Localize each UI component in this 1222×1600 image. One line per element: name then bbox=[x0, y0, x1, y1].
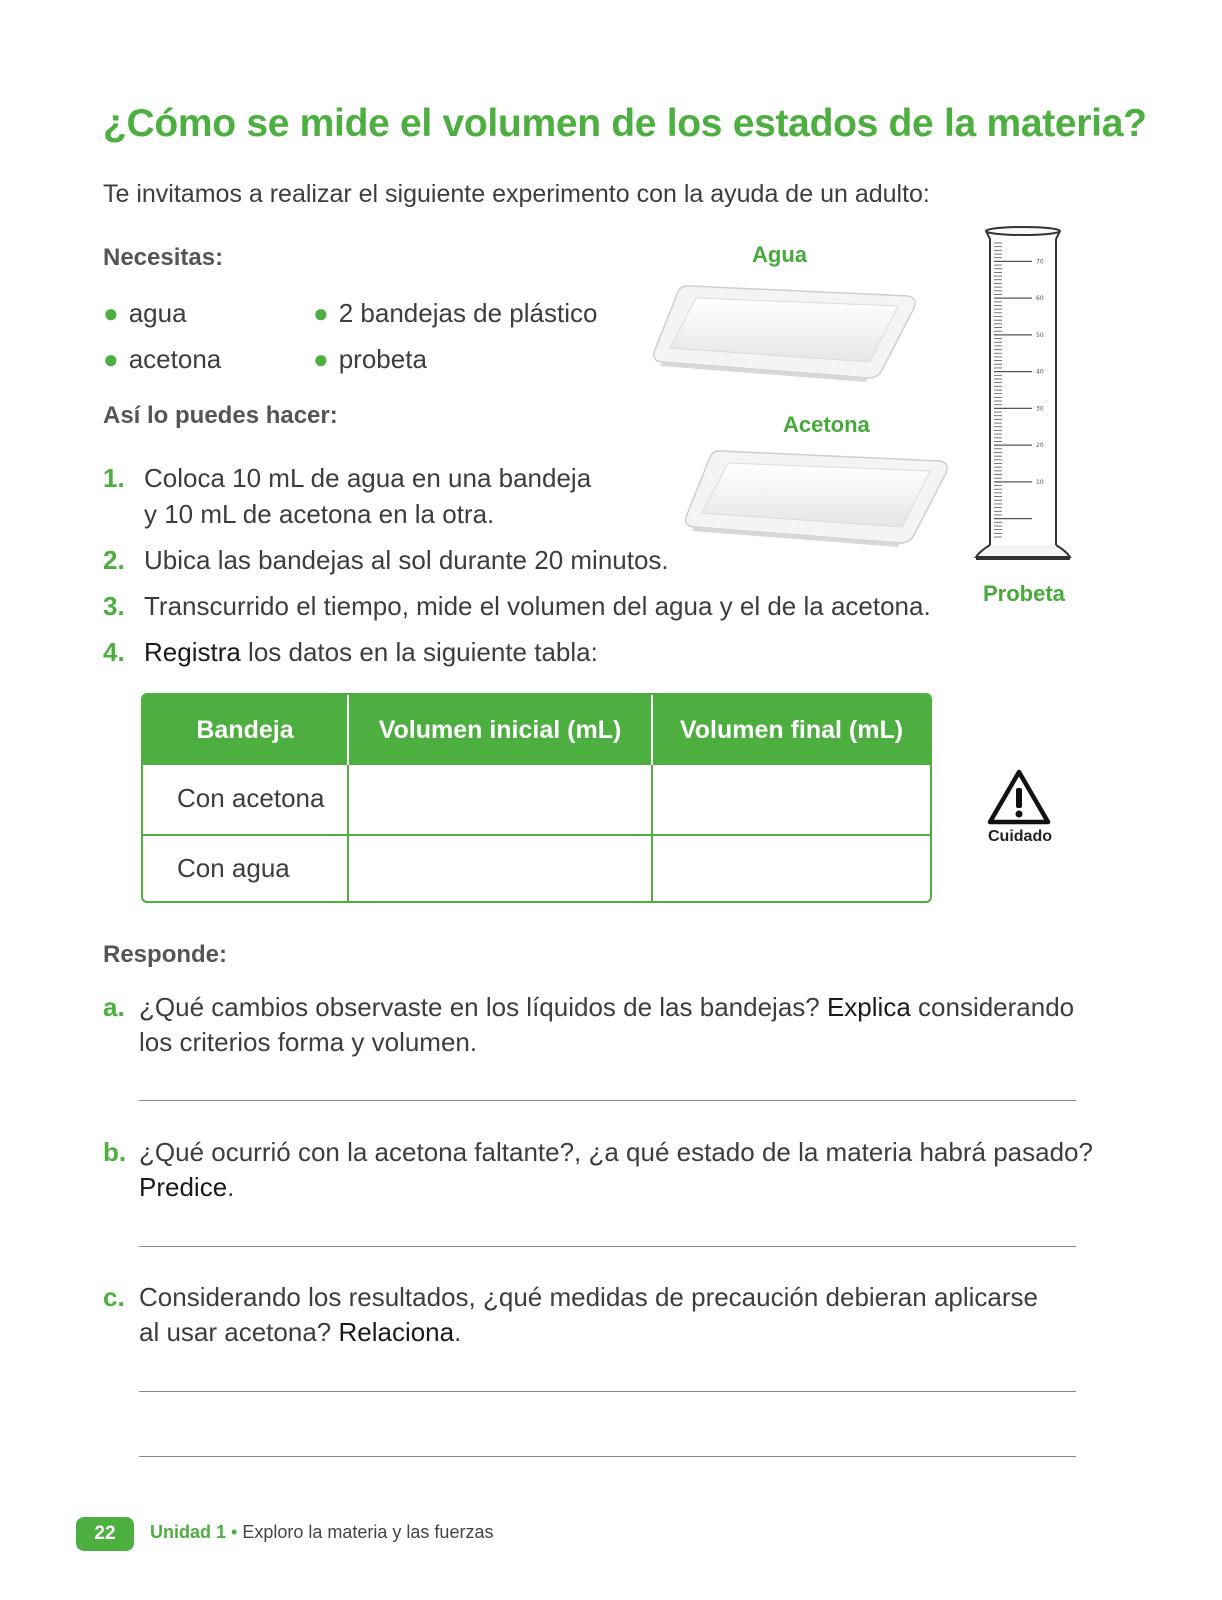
material-item: ● probeta bbox=[313, 344, 427, 374]
probeta-image bbox=[970, 225, 1080, 570]
cylinder-tick-label: 30 bbox=[1036, 405, 1044, 413]
cylinder-tick-label: 60 bbox=[1036, 295, 1044, 303]
probeta-label: Probeta bbox=[983, 581, 1065, 606]
data-table bbox=[141, 693, 932, 903]
material-item: ● acetona bbox=[103, 344, 222, 374]
procedure-heading: Así lo puedes hacer: bbox=[103, 402, 338, 429]
bullet-icon: ● bbox=[103, 344, 119, 374]
tray-agua-label: Agua bbox=[752, 242, 807, 267]
materials-heading: Necesitas: bbox=[103, 244, 224, 271]
bullet-icon: ● bbox=[103, 298, 119, 328]
table-divider bbox=[347, 695, 349, 765]
footer-unit: Unidad 1 • Exploro la materia y las fuerzas bbox=[150, 1522, 494, 1542]
answer-line[interactable] bbox=[139, 1246, 1076, 1247]
cylinder-scale bbox=[994, 243, 1044, 537]
question-b: b. ¿Qué ocurrió con la acetona faltante?, ¿a qué estado de la materia habrá pasado? Predice. bbox=[103, 1137, 1093, 1202]
page-number: 22 bbox=[76, 1517, 134, 1551]
cylinder-tick-label: 40 bbox=[1036, 368, 1044, 376]
table-header-cell: Volumen inicial (mL) bbox=[378, 716, 622, 744]
answer-line[interactable] bbox=[139, 1391, 1076, 1392]
cylinder-tick-label: 10 bbox=[1036, 478, 1044, 486]
material-item: ● 2 bandejas de plástico bbox=[313, 298, 598, 328]
tray-agua-image bbox=[650, 278, 920, 388]
bullet-icon: ● bbox=[313, 344, 329, 374]
table-cell: Con agua bbox=[177, 853, 290, 883]
table-row-divider bbox=[143, 834, 930, 836]
caution-label: Cuidado bbox=[988, 828, 1052, 845]
table-header-cell: Volumen final (mL) bbox=[679, 716, 904, 744]
table-cell: Con acetona bbox=[177, 783, 325, 813]
warning-icon bbox=[986, 768, 1052, 826]
question-a: a. ¿Qué cambios observaste en los líquidos de las bandejas? Explica considerando los criterios forma y volumen. bbox=[103, 992, 1075, 1057]
table-header-cell: Bandeja bbox=[196, 716, 294, 744]
responde-heading: Responde: bbox=[103, 941, 228, 968]
intro-text: Te invitamos a realizar el siguiente experimento con la ayuda de un adulto: bbox=[103, 180, 930, 208]
cylinder-tick-label: 20 bbox=[1036, 442, 1044, 450]
question-c: c. Considerando los resultados, ¿qué medidas de precaución debieran aplicarse al usar acetona? Relaciona. bbox=[103, 1282, 1038, 1347]
answer-line[interactable] bbox=[139, 1456, 1076, 1457]
tray-acetona-label: Acetona bbox=[783, 412, 870, 437]
cylinder-tick-label: 70 bbox=[1036, 258, 1044, 266]
step-2: 2. Ubica las bandejas al sol durante 20 minutos. bbox=[103, 545, 669, 575]
bullet-icon: ● bbox=[313, 298, 329, 328]
table-divider bbox=[651, 695, 653, 765]
tray-acetona-image bbox=[682, 443, 952, 553]
cylinder-tick-label: 50 bbox=[1036, 331, 1044, 339]
answer-line[interactable] bbox=[139, 1100, 1076, 1101]
page-title: ¿Cómo se mide el volumen de los estados de la materia? bbox=[103, 102, 1147, 145]
material-item: ● agua bbox=[103, 298, 187, 328]
step-4: 4. Registra los datos en la siguiente tabla: bbox=[103, 637, 598, 667]
step-1: 1. Coloca 10 mL de agua en una bandeja y 10 mL de acetona en la otra. bbox=[103, 463, 592, 529]
step-3: 3. Transcurrido el tiempo, mide el volumen del agua y el de la acetona. bbox=[103, 591, 931, 621]
